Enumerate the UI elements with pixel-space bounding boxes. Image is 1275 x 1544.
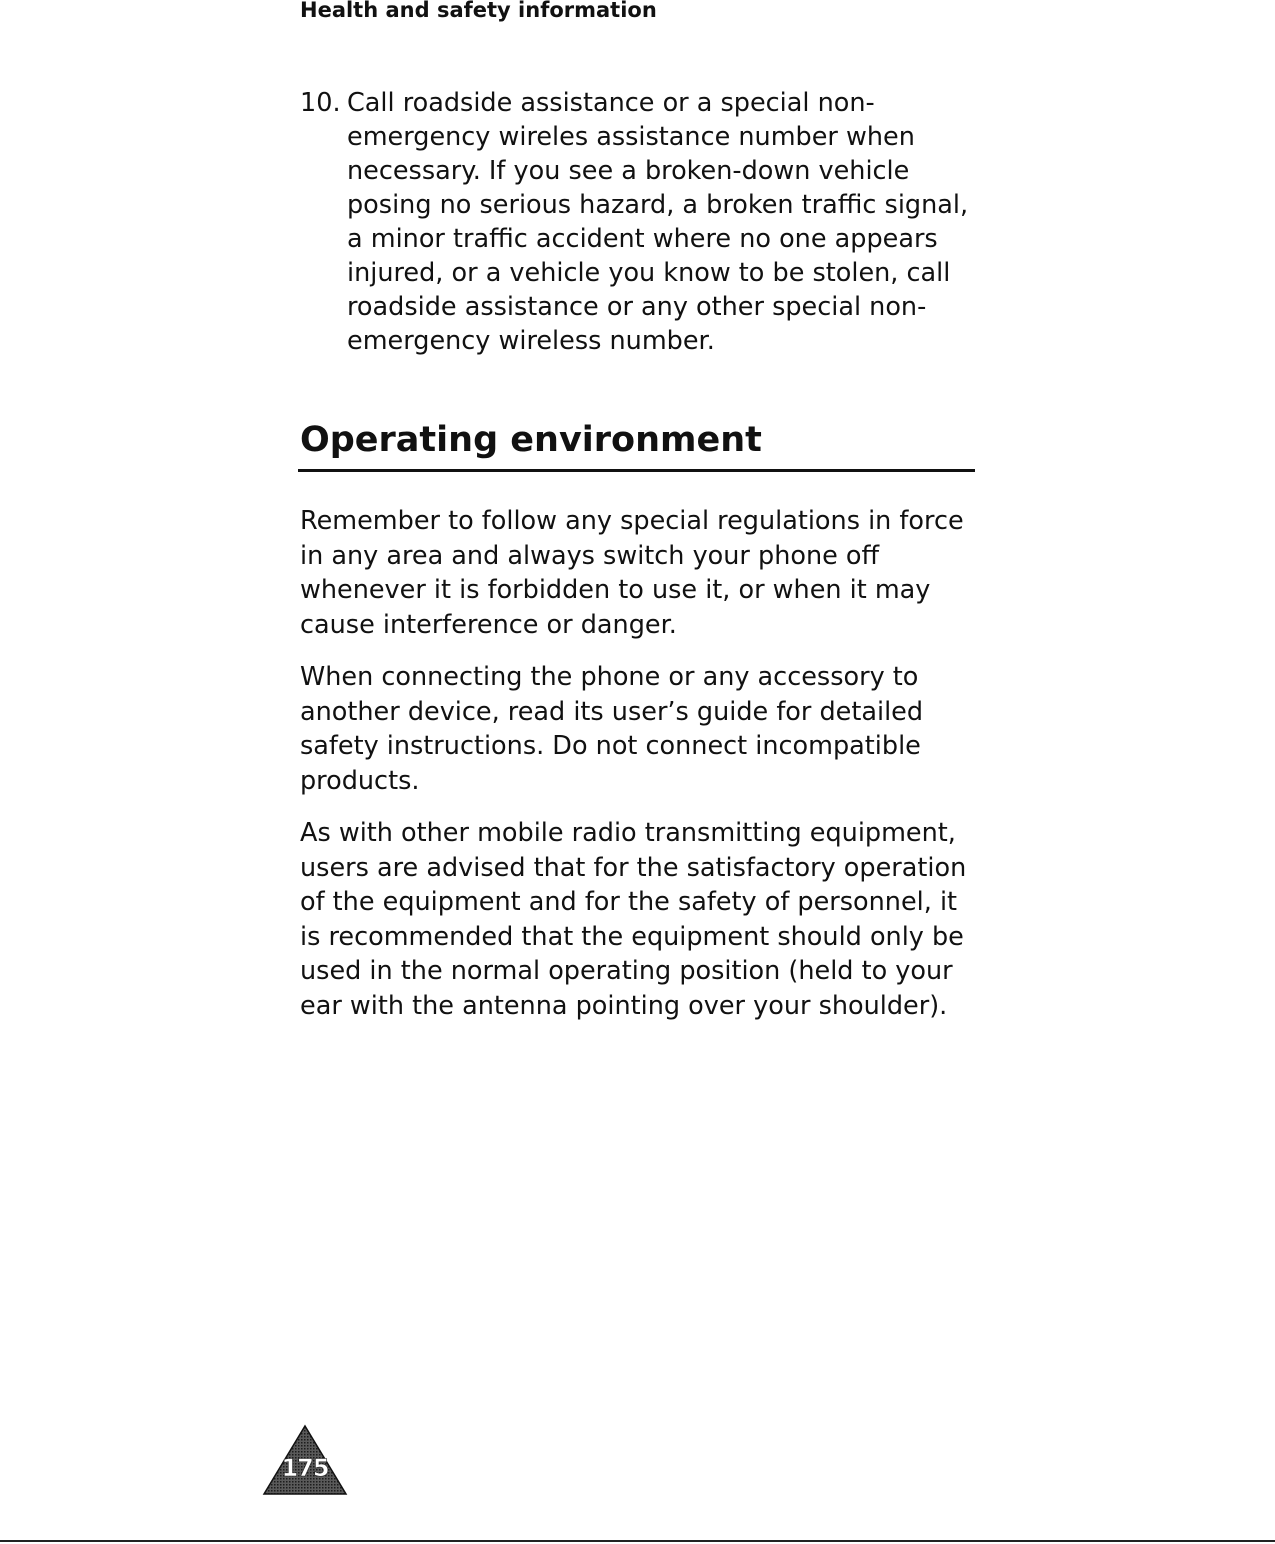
- numbered-list-item: [300, 86, 980, 358]
- heading-underline: [298, 469, 975, 472]
- list-item-number: 10.: [300, 88, 341, 118]
- paragraph-operating-position: As with other mobile radio transmitting equipment, users are advised that for the satisfactory operation of the equipment and for the safety of personnel, it is recommended that the equipment should only be used in the normal operating position (held to your ear with the antenna pointing over your shoulder).: [300, 818, 967, 1021]
- list-item-text: Call roadside assistance or a special non-emergency wireles assistance number when necessary. If you see a broken-down vehicle posing no serious hazard, a broken traffic signal, a minor traffic accident where no one appears injured, or a vehicle you know to be stolen, call roadside assistance or any other special non-emergency wireless number.: [347, 88, 969, 356]
- paragraph-regulations: Remember to follow any special regulations in force in any area and always switch your phone off whenever it is forbidden to use it, or when it may cause interference or danger.: [300, 506, 964, 640]
- running-header: Health and safety information: [300, 0, 657, 22]
- section-heading: Operating environment: [300, 420, 762, 460]
- page-number-badge: [262, 1424, 348, 1496]
- page-bottom-rule: [0, 1540, 1275, 1542]
- page-number: 175: [281, 1454, 329, 1482]
- paragraph-connecting: When connecting the phone or any accessory to another device, read its user’s guide for detailed safety instructions. Do not connect incompatible products.: [300, 662, 924, 796]
